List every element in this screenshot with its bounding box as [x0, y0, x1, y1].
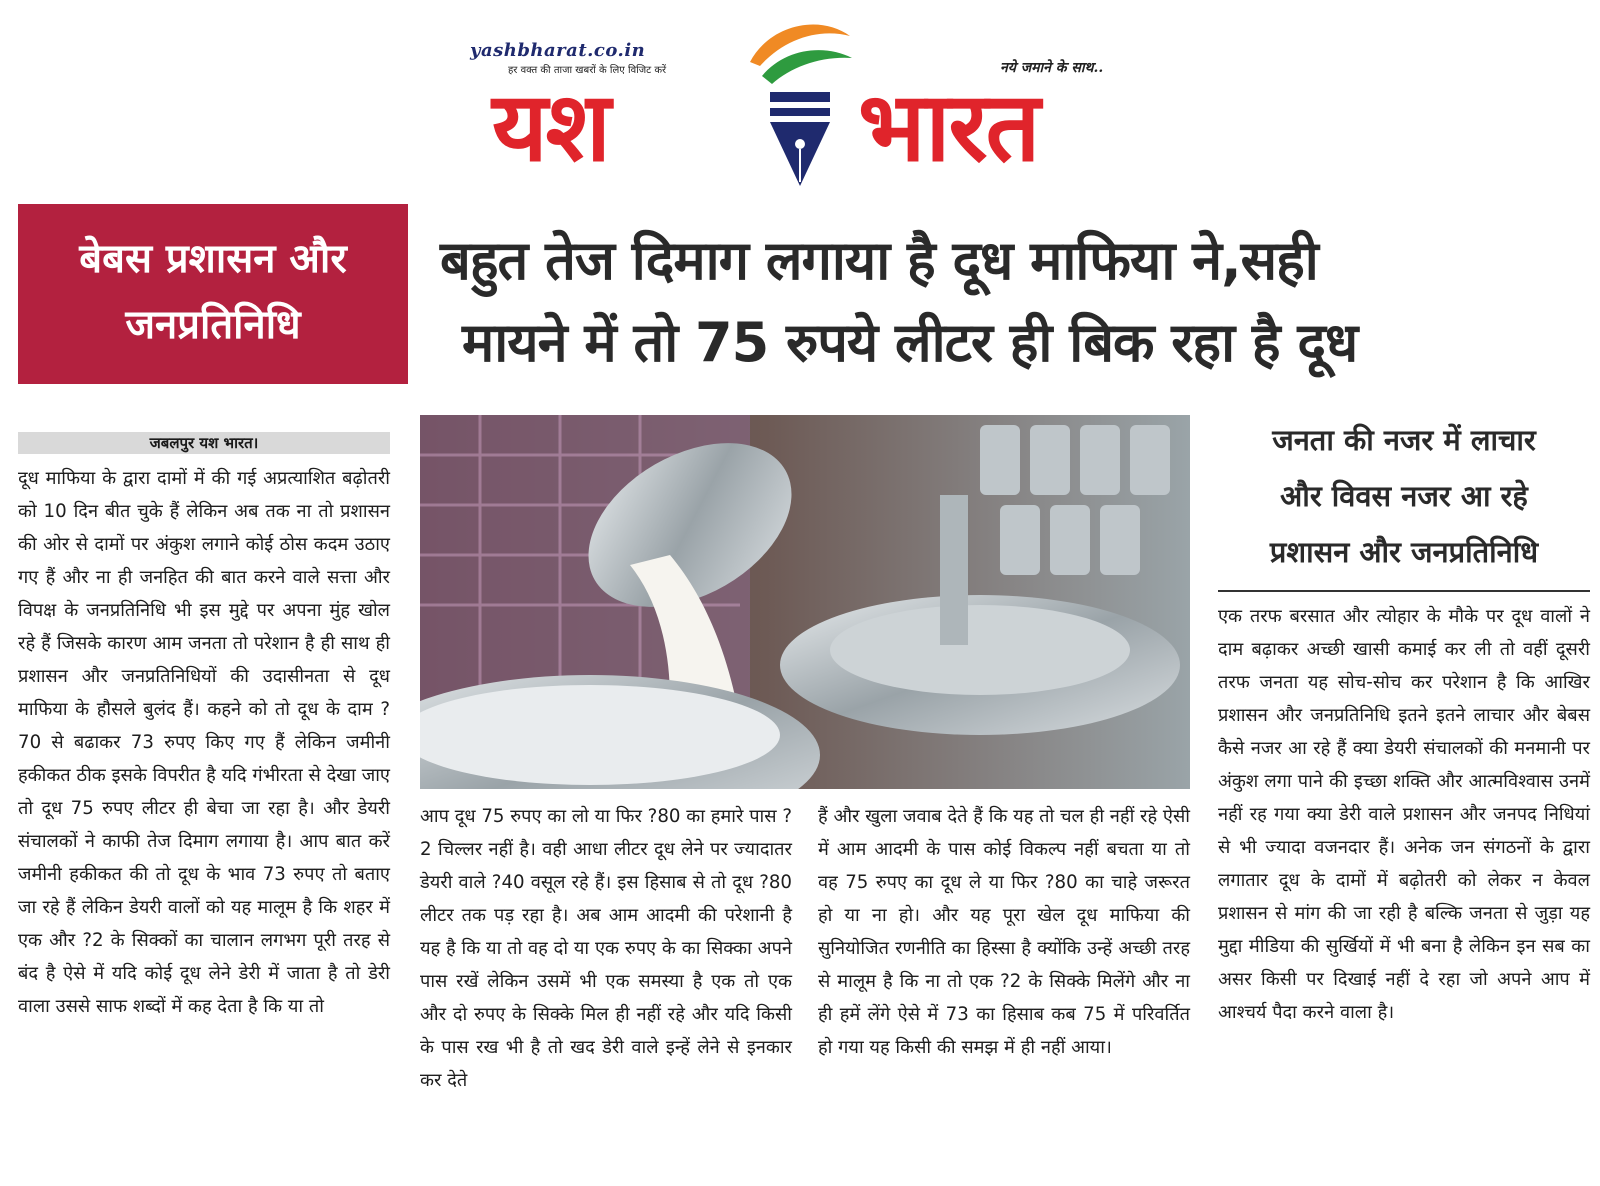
- article-column-4: एक तरफ बरसात और त्योहार के मौके पर दूध वालों ने दाम बढ़ाकर अच्छी खासी कमाई कर ली तो वहीं दूसरी तरफ जनता यह सोच-सोच कर परेशान है कि आखिर प्रशासन और जनप्रतिनिधि इतने इतने लाचार और बेबस कैसे नजर आ रहे हैं क्या डेयरी संचालकों की मनमानी पर अंकुश लगा पाने की इच्छा शक्ति और आत्मविश्वास उनमें नहीं रह गया क्या डेरी वाले प्रशासन और जनपद निधियां से भी ज्यादा वजनदार हैं। अनेक जन संगठनों के द्वारा लगातार दूध के दामों में बढ़ोतरी को लेकर न केवल प्रशासन से मांग की जा रही है बल्कि जनता से जुड़ा यह मुद्दा मीडिया की सुर्खियों में भी बना है लेकिन इन सब का असर किसी पर दिखाई नहीं दे रहा जो अपने आप में आश्चर्य पैदा करने वाला है।: [1218, 606, 1590, 1023]
- main-headline: [440, 220, 1590, 384]
- headline-line2: मायने में तो 75 रुपये लीटर ही बिक रहा है दूध: [462, 311, 1358, 374]
- site-tagline: हर वक्त की ताजा खबरों के लिए विजिट करें: [508, 65, 667, 76]
- newspaper-name-left: यश: [492, 71, 609, 183]
- headline-line1: बहुत तेज दिमाग लगाया है दूध माफिया ने,सही: [440, 229, 1318, 292]
- section-label-line1: बेबस प्रशासन और: [79, 236, 347, 282]
- site-url: yashbharat.co.in: [470, 40, 646, 61]
- article-column-1: दूध माफिया के द्वारा दामों में की गई अप्रत्याशित बढ़ोतरी को 10 दिन बीत चुके हैं लेकिन अब तक ना तो प्रशासन की ओर से दामों पर अंकुश लगाने कोई ठोस कदम उठाए गए हैं और ना ही जनहित की बात करने वाले सत्ता और विपक्ष के जनप्रतिनिधि भी इस मुद्दे पर अपना मुंह खोल रहे हैं जिसके कारण आम जनता तो परेशान है ही साथ ही प्रशासन और जनप्रतिनिधियों की उदासीनता से दूध माफिया के हौसले बुलंद हैं। कहने को तो दूध के दाम ?70 से बढाकर 73 रुपए किए गए हैं लेकिन जमीनी हकीकत ठीक इसके विपरीत है यदि गंभीरता से देखा जाए तो दूध 75 रुपए लीटर ही बेचा जा रहा है। और डेयरी संचालकों ने काफी तेज दिमाग लगाया है। आप बात करें जमीनी हकीकत की तो दूध के भाव 73 रुपए तो बताए जा रहे हैं लेकिन डेयरी वालों को यह मालूम है कि शहर में एक और ?2 के सिक्कों का चालान लगभग पूरी तरह से बंद है ऐसे में यदि कोई दूध लेने डेरी में जाता है तो डेरी वाला उससे साफ शब्दों में कह देता है कि या तो: [18, 468, 390, 1017]
- section-label-box: [18, 204, 408, 384]
- newspaper-name-right: भारत: [858, 71, 1039, 183]
- article-column-2: आप दूध 75 रुपए का लो या फिर ?80 का हमारे पास ?2 चिल्लर नहीं है। वही आधा लीटर दूध लेने पर ज्यादातर डेयरी वाले ?40 वसूल रहे हैं। इस हिसाब से तो दूध ?80 लीटर तक पड़ रहा है। अब आम आदमी की परेशानी है यह है कि या तो वह दो या एक रुपए के का सिक्का अपने पास रखें लेकिन उसमें भी एक समस्या है एक तो एक और दो रुपए के सिक्के मिल ही नहीं रहे और यदि किसी के पास रख भी है तो खद डेरी वाले इन्हें लेने से इनकार कर देते: [420, 806, 792, 1091]
- side-divider: [1218, 590, 1590, 592]
- section-label-line2: जनप्रतिनिधि: [125, 302, 301, 348]
- side-headline-line1: जनता की नजर में लाचार: [1272, 423, 1536, 457]
- article-column-3: हैं और खुला जवाब देते हैं कि यह तो चल ही नहीं रहे ऐसी में आम आदमी के पास कोई विकल्प नहीं बचता या तो वह 75 रुपए का दूध ले या फिर ?80 का चाहे जरूरत हो या ना हो। और यह पूरा खेल दूध माफिया की सुनियोजित रणनीति का हिस्सा है क्योंकि उन्हें अच्छी तरह से मालूम है कि ना तो एक ?2 के सिक्के मिलेंगे और ना ही हमें लेंगे ऐसे में 73 का हिसाब कब 75 में परिवर्तित हो गया यह किसी की समझ में ही नहीं आया।: [818, 806, 1190, 1058]
- milk-pouring-photo: [420, 415, 1190, 789]
- side-headline: [1218, 412, 1590, 580]
- side-headline-line2: और विवस नजर आ रहे: [1280, 479, 1528, 513]
- masthead-slogan: नये जमाने के साथ..: [1000, 60, 1104, 76]
- pen-nib-logo-icon: [740, 14, 860, 194]
- dateline: जबलपुर यश भारत।: [18, 432, 390, 454]
- side-headline-line3: प्रशासन और जनप्रतिनिधि: [1269, 535, 1539, 569]
